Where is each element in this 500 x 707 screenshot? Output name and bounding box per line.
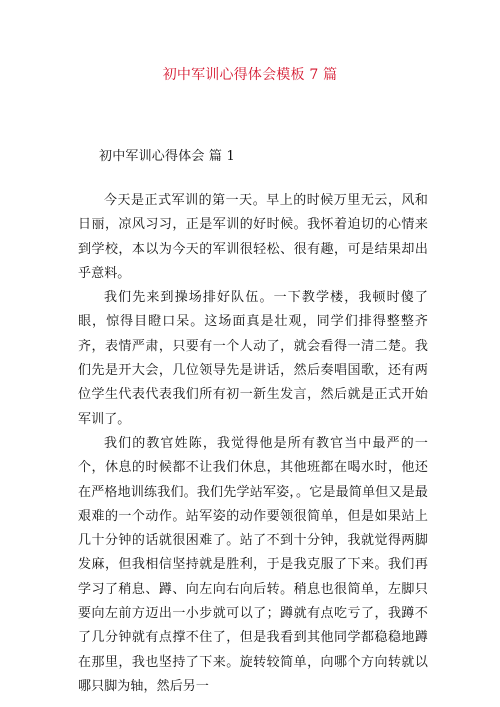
paragraph-1: 今天是正式军训的第一天。早上的时候万里无云，风和日丽，凉风习习，正是军训的好时候。我怀着迫切的心情来到学校，本以为今天的军训很轻松、很有趣，可是结果却出乎意料。 xyxy=(78,193,428,281)
paragraph-2: 我们先来到操场排好队伍。一下教学楼，我顿时傻了眼，惊得目瞪口呆。这场面真是壮观，同学们排得整整齐齐，表情严肃，只要有一个人动了，就会看得一清二楚。我们先是开大会，几位领导先是讲话，然后奏唱国歌，还有两位学生代表代表我们所有初一新生发言，然后就是正式开始军训了。 xyxy=(78,290,428,427)
document-title: 初中军训心得体会模板 7 篇 xyxy=(162,67,338,83)
paragraph-3: 我们的教官姓陈，我觉得他是所有教官当中最严的一个，休息的时候都不让我们休息，其他班都在喝水时，他还在严格地训练我们。我们先学站军姿，。它是最简单但又是最艰难的一个动作。站军姿的动作要领很简单，但是如果站上几十分钟的话就很困难了。站了不到十分钟，我就觉得两脚发麻，但我相信坚持就是胜利，于是我克服了下来。我们再学习了稍息、蹲、向左向右向后转。稍息也很简单，左脚只要向左前方迈出一小步就可以了；蹲就有点吃亏了，我蹲不了几分钟就有点撑不住了，但是我看到其他同学都稳稳地蹲在那里，我也坚持了下来。旋转较简单，向哪个方向转就以哪只脚为轴，然后另一 xyxy=(78,435,428,694)
document-body xyxy=(78,189,428,699)
section-heading: 初中军训心得体会 篇 1 xyxy=(99,149,235,164)
